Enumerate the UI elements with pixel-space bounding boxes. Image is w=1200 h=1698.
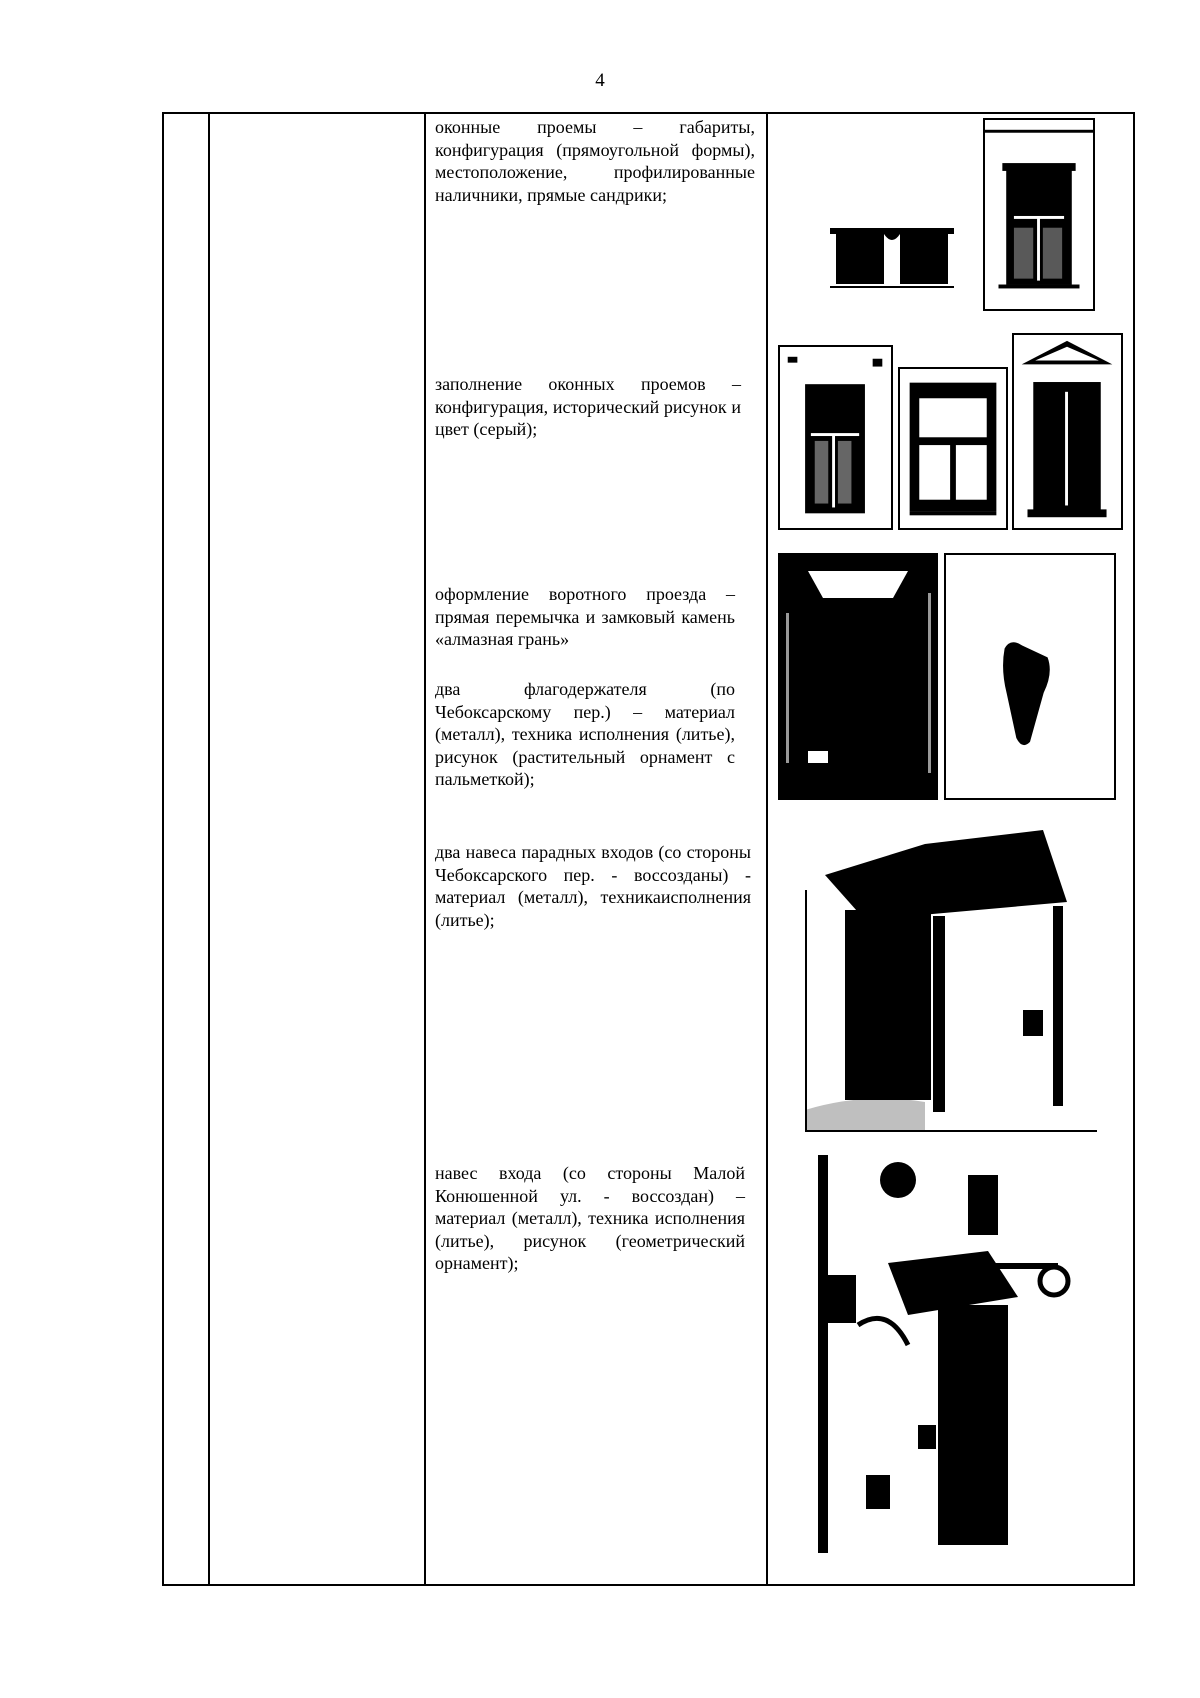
page-number: 4: [595, 70, 605, 91]
column-divider-2: [424, 114, 426, 1584]
window-opening-photo: [830, 226, 954, 290]
window-filling-photo-1: [778, 345, 893, 530]
row-flag-holders-text: два флагодержателя (по Чебоксарскому пер.) – материал (металл), техника исполнения (литье), рисунок (растительный орнамент с пальметкой);: [435, 679, 735, 789]
entrance-canopies-photo: [805, 820, 1097, 1132]
column-divider-1: [208, 114, 210, 1584]
flag-holder-photo: [944, 553, 1116, 800]
window-with-sandrik-photo: [983, 118, 1095, 311]
row-window-openings-text: оконные проемы – габариты, конфигурация (прямоугольной формы), местоположение, профилированные наличники, прямые сандрики;: [435, 117, 755, 205]
row-entrance-canopy-text: навес входа (со стороны Малой Конюшенной ул. - воссоздан) – материал (металл), техника исполнения (литье), рисунок (геометрический орнамент);: [435, 1163, 745, 1273]
gateway-photo: [778, 553, 938, 800]
window-filling-photo-3: [1012, 333, 1123, 530]
column-divider-3: [766, 114, 768, 1584]
row-gateway-text: оформление воротного проезда – прямая перемычка и замковый камень «алмазная грань»: [435, 584, 735, 649]
window-filling-photo-2: [898, 367, 1008, 530]
entrance-canopy-with-lanterns-photo: [818, 1155, 1080, 1553]
row-window-fillings-text: заполнение оконных проемов – конфигурация, исторический рисунок и цвет (серый);: [435, 374, 741, 439]
row-entrance-canopies-text: два навеса парадных входов (со стороны Чебоксарского пер. - воссозданы) - материал (металл), техникаисполнения (литье);: [435, 842, 751, 930]
